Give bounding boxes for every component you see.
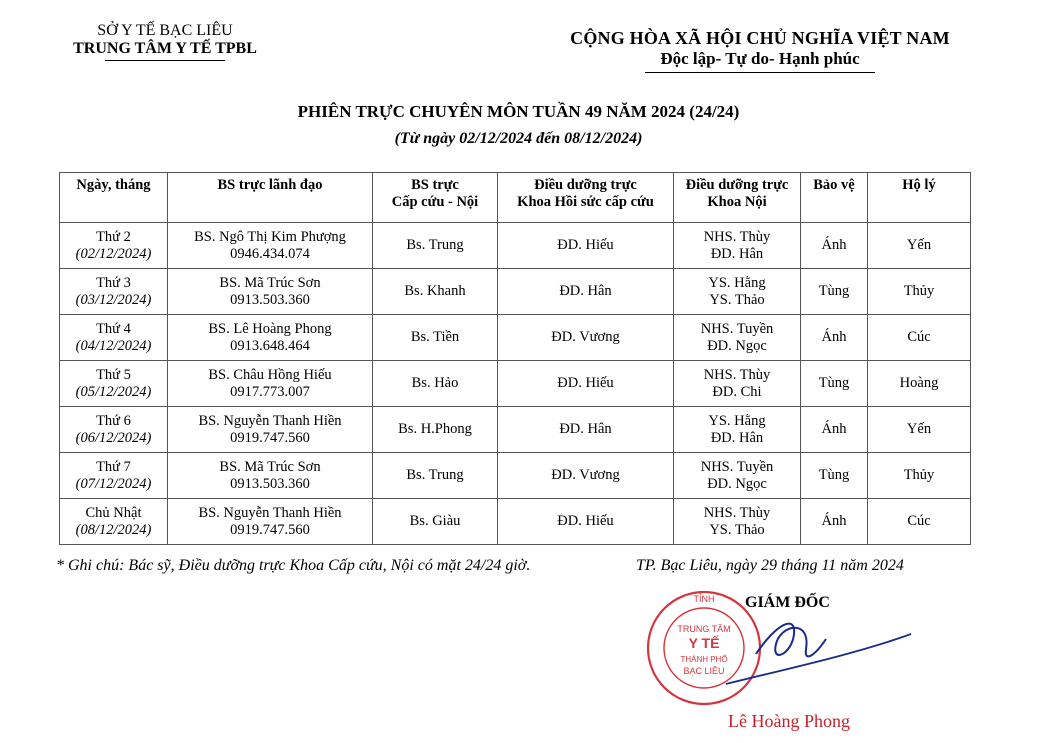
table-cell: [60, 453, 168, 499]
document-title: PHIÊN TRỰC CHUYÊN MÔN TUẦN 49 NĂM 2024 (24/24): [297, 102, 740, 121]
internal-nurse: YS. Thảo: [709, 521, 765, 538]
day-label: Thứ 3: [96, 274, 131, 291]
table-cell: [168, 315, 373, 361]
day-label: Thứ 2: [96, 228, 131, 245]
security-guard: Tùng: [818, 375, 850, 391]
table-cell: [373, 499, 498, 545]
leader-phone: 0919.747.560: [230, 429, 310, 446]
stamp-line4: BẠC LIÊU: [683, 666, 725, 676]
table-cell: [60, 407, 168, 453]
table-cell: [373, 453, 498, 499]
icu-nurse: ĐD. Vương: [551, 329, 620, 345]
table-cell: [498, 453, 674, 499]
table-row: [60, 407, 971, 453]
internal-nurse: ĐD. Hân: [710, 429, 764, 446]
table-row: [60, 223, 971, 269]
column-header: [801, 173, 868, 223]
motto-underline: [645, 72, 875, 73]
table-cell: [373, 223, 498, 269]
day-label: Chủ Nhật: [85, 504, 142, 521]
date-label: (04/12/2024): [75, 337, 152, 354]
day-label: Thứ 4: [96, 320, 131, 337]
footnote: * Ghi chú: Bác sỹ, Điều dưỡng trực Khoa Cấp cứu, Nội có mặt 24/24 giờ.: [56, 557, 531, 574]
stamp-top-text: TỈNH: [693, 594, 715, 604]
column-header: [868, 173, 971, 223]
issuer-block: [40, 22, 290, 61]
orderly: Cúc: [907, 329, 931, 345]
table-cell: [801, 315, 868, 361]
table-cell: [168, 499, 373, 545]
internal-nurse: YS. Thảo: [709, 291, 765, 308]
table-cell: [60, 499, 168, 545]
table-cell: [498, 269, 674, 315]
leader-phone: 0917.773.007: [230, 383, 310, 400]
table-cell: [168, 223, 373, 269]
column-header: [498, 173, 674, 223]
table-cell: [674, 453, 801, 499]
country-name: CỘNG HÒA XÃ HỘI CHỦ NGHĨA VIỆT NAM: [570, 28, 950, 48]
internal-nurse: NHS. Thùy: [703, 504, 771, 521]
leader-phone: 0946.434.074: [230, 245, 310, 262]
column-header-line1: BS trực: [411, 177, 459, 193]
emergency-doctor: Bs. Hảo: [411, 375, 459, 391]
leader-phone: 0919.747.560: [230, 521, 310, 538]
emergency-doctor: Bs. Khanh: [404, 283, 466, 299]
stamp-line3: THÀNH PHỐ: [680, 655, 728, 664]
leader-doctor: BS. Châu Hồng Hiếu: [208, 366, 332, 383]
table-cell: [168, 269, 373, 315]
table-body: [60, 223, 971, 545]
table-cell: [60, 269, 168, 315]
internal-nurse: NHS. Thùy: [703, 366, 771, 383]
table-cell: [60, 361, 168, 407]
internal-nurse: NHS. Thùy: [703, 228, 771, 245]
duty-roster-table: [59, 172, 971, 545]
table-cell: [60, 315, 168, 361]
table-cell: [868, 361, 971, 407]
leader-doctor: BS. Nguyễn Thanh Hiền: [198, 412, 342, 429]
internal-nurse: ĐD. Ngọc: [707, 475, 767, 492]
table-cell: [868, 269, 971, 315]
table-row: [60, 499, 971, 545]
column-header-line2: Cấp cứu - Nội: [391, 194, 479, 210]
national-motto-block: [540, 28, 980, 73]
table-cell: [674, 361, 801, 407]
security-guard: Ánh: [821, 421, 847, 437]
table-row: [60, 315, 971, 361]
leader-doctor: BS. Mã Trúc Sơn: [219, 458, 321, 475]
column-header: [373, 173, 498, 223]
icu-nurse: ĐD. Hiếu: [557, 375, 614, 391]
column-header-line1: Ngày, tháng: [76, 177, 151, 193]
internal-nurse: NHS. Tuyền: [700, 320, 774, 337]
date-label: (08/12/2024): [75, 521, 152, 538]
table-cell: [868, 223, 971, 269]
internal-nurse: ĐD. Ngọc: [707, 337, 767, 354]
internal-nurse: YS. Hằng: [708, 412, 766, 429]
leader-phone: 0913.503.360: [230, 475, 310, 492]
day-label: Thứ 7: [96, 458, 131, 475]
table-cell: [674, 223, 801, 269]
director-name: Lê Hoàng Phong: [728, 711, 850, 731]
issuer-name: TRUNG TÂM Y TẾ TPBL: [73, 40, 257, 57]
table-cell: [674, 407, 801, 453]
icu-nurse: ĐD. Hiếu: [557, 513, 614, 529]
leader-doctor: BS. Mã Trúc Sơn: [219, 274, 321, 291]
security-guard: Ánh: [821, 513, 847, 529]
column-header-line2: Khoa Nội: [707, 194, 767, 210]
table-cell: [168, 453, 373, 499]
column-header-line1: Hộ lý: [902, 177, 936, 193]
column-header-line1: Bảo vệ: [813, 177, 855, 193]
stamp-line1: TRUNG TÂM: [677, 624, 731, 634]
table-cell: [674, 499, 801, 545]
leader-phone: 0913.503.360: [230, 291, 310, 308]
table-cell: [60, 223, 168, 269]
table-cell: [801, 407, 868, 453]
table-cell: [498, 315, 674, 361]
document-subtitle: (Từ ngày 02/12/2024 đến 08/12/2024): [394, 130, 643, 147]
table-row: [60, 269, 971, 315]
table-cell: [674, 315, 801, 361]
place-and-date: TP. Bạc Liêu, ngày 29 tháng 11 năm 2024: [636, 557, 904, 574]
table-header-row: [60, 173, 971, 223]
table-cell: [498, 499, 674, 545]
orderly: Hoàng: [899, 375, 939, 391]
table-cell: [168, 407, 373, 453]
date-label: (07/12/2024): [75, 475, 152, 492]
security-guard: Ánh: [821, 237, 847, 253]
table-row: [60, 453, 971, 499]
internal-nurse: NHS. Tuyền: [700, 458, 774, 475]
orderly: Yến: [906, 421, 932, 437]
date-label: (02/12/2024): [75, 245, 152, 262]
table-cell: [868, 453, 971, 499]
emergency-doctor: Bs. H.Phong: [398, 421, 472, 437]
column-header-line1: Điều dưỡng trực: [685, 177, 789, 193]
orderly: Thủy: [903, 283, 935, 299]
day-label: Thứ 6: [96, 412, 131, 429]
table-cell: [373, 315, 498, 361]
date-label: (03/12/2024): [75, 291, 152, 308]
orderly: Cúc: [907, 513, 931, 529]
icu-nurse: ĐD. Hiếu: [557, 237, 614, 253]
table-cell: [373, 361, 498, 407]
table-cell: [373, 269, 498, 315]
table-cell: [801, 499, 868, 545]
date-label: (06/12/2024): [75, 429, 152, 446]
table-cell: [498, 223, 674, 269]
emergency-doctor: Bs. Trung: [406, 237, 464, 253]
leader-doctor: BS. Lê Hoàng Phong: [208, 320, 332, 337]
table-cell: [801, 269, 868, 315]
motto: Độc lập- Tự do- Hạnh phúc: [660, 49, 860, 68]
column-header-line1: BS trực lãnh đạo: [217, 177, 323, 193]
emergency-doctor: Bs. Trung: [406, 467, 464, 483]
column-header: [674, 173, 801, 223]
table-cell: [868, 499, 971, 545]
table-cell: [801, 453, 868, 499]
leader-doctor: BS. Nguyễn Thanh Hiền: [198, 504, 342, 521]
internal-nurse: ĐD. Hân: [710, 245, 764, 262]
column-header: [60, 173, 168, 223]
table-cell: [674, 269, 801, 315]
security-guard: Tùng: [818, 283, 850, 299]
table-row: [60, 361, 971, 407]
security-guard: Ánh: [821, 329, 847, 345]
orderly: Yến: [906, 237, 932, 253]
emergency-doctor: Bs. Tiền: [410, 329, 460, 345]
table-cell: [801, 223, 868, 269]
table-cell: [498, 407, 674, 453]
table-cell: [168, 361, 373, 407]
icu-nurse: ĐD. Hân: [559, 421, 612, 437]
issuer-parent: SỞ Y TẾ BẠC LIÊU: [97, 22, 233, 39]
security-guard: Tùng: [818, 467, 850, 483]
leader-doctor: BS. Ngô Thị Kim Phượng: [194, 228, 346, 245]
director-title: GIÁM ĐỐC: [745, 594, 830, 611]
column-header: [168, 173, 373, 223]
leader-phone: 0913.648.464: [230, 337, 310, 354]
icu-nurse: ĐD. Hân: [559, 283, 612, 299]
stamp-line2: Y TẾ: [688, 635, 720, 651]
table-cell: [373, 407, 498, 453]
issuer-underline: [105, 60, 225, 61]
icu-nurse: ĐD. Vương: [551, 467, 620, 483]
column-header-line1: Điều dưỡng trực: [534, 177, 637, 193]
column-header-line2: Khoa Hồi sức cấp cứu: [517, 194, 654, 210]
table-cell: [868, 407, 971, 453]
table-cell: [498, 361, 674, 407]
day-label: Thứ 5: [96, 366, 131, 383]
emergency-doctor: Bs. Giàu: [409, 513, 461, 529]
orderly: Thủy: [903, 467, 935, 483]
date-label: (05/12/2024): [75, 383, 152, 400]
internal-nurse: YS. Hằng: [708, 274, 766, 291]
table-cell: [868, 315, 971, 361]
internal-nurse: ĐD. Chi: [712, 383, 762, 400]
table-cell: [801, 361, 868, 407]
